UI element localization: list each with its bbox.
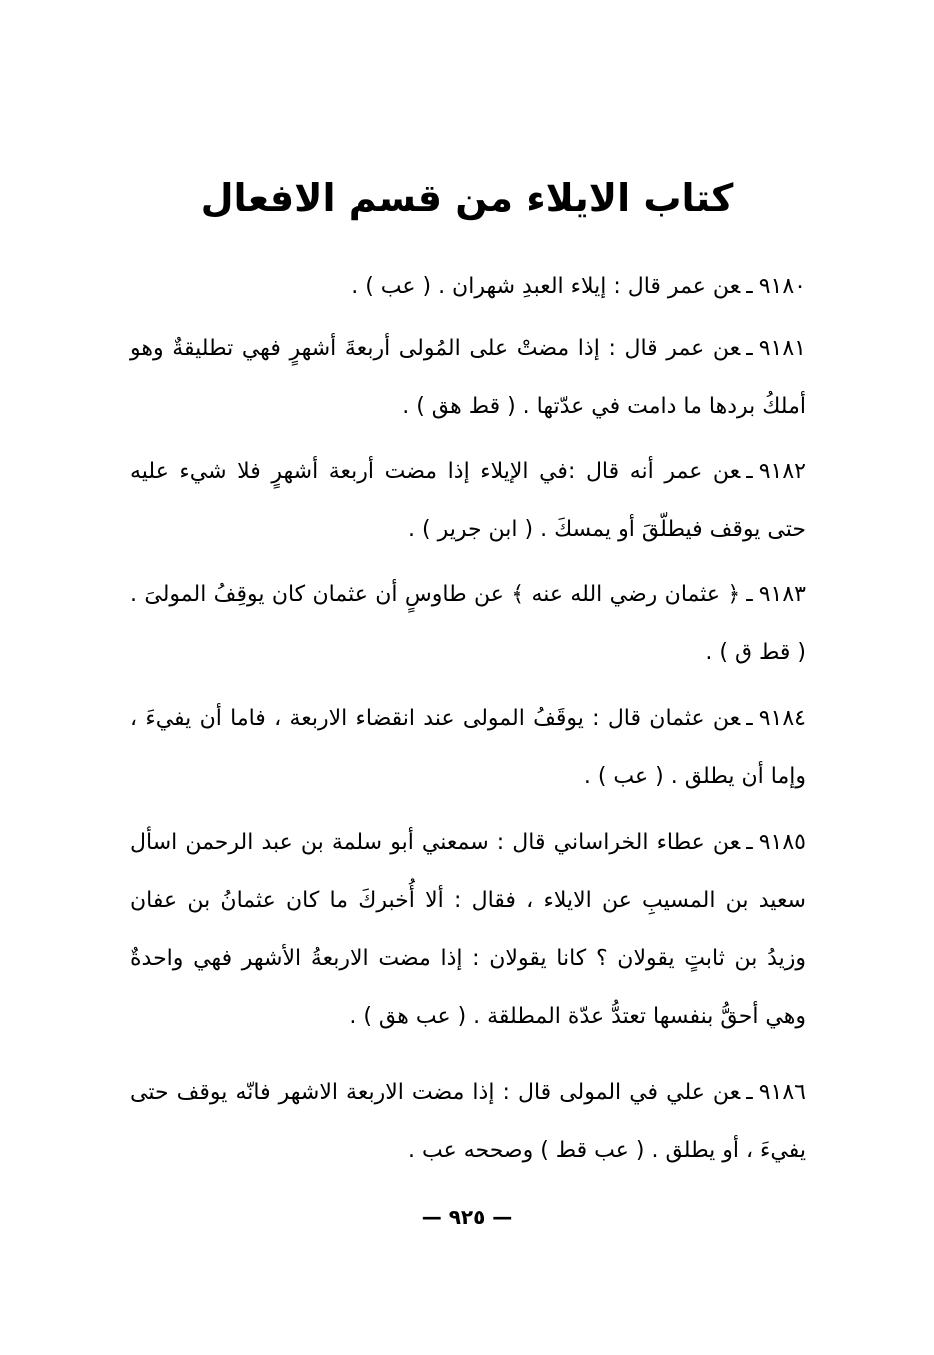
entry-9181 (130, 320, 806, 436)
entry-dash: ـ (746, 830, 753, 855)
entry-9182 (130, 443, 806, 559)
entry-text: عن عمر قال : إيلاء العبدِ شهران . ( عب ) . (351, 274, 741, 299)
entry-dash: ـ (746, 582, 753, 607)
entry-dash: ـ (746, 336, 753, 361)
entry-number: ٩١٨٤ (758, 706, 806, 731)
entry-text: عن عمر أنه قال :في الإيلاء إذا مضت أربعة أشهرٍ فلا شيء عليه حتى يوقف فيطلّقَ أو يمسكَ . ( ابن جرير ) . (130, 459, 806, 542)
entry-number: ٩١٨٦ (758, 1080, 806, 1105)
entry-9180 (130, 258, 806, 316)
entry-9183 (130, 566, 806, 682)
page-number: — ٩٢٥ — (421, 1205, 513, 1229)
chapter-title: كتاب الايلاء من قسم الافعال (200, 176, 734, 220)
entry-dash: ـ (746, 459, 753, 484)
entry-number: ٩١٨٠ (758, 274, 806, 299)
entry-9184 (130, 690, 806, 806)
entry-9185 (130, 814, 806, 1046)
entry-number: ٩١٨١ (758, 336, 806, 361)
entry-dash: ـ (746, 274, 753, 299)
entry-text: عن عثمان قال : يوقَفُ المولى عند انقضاء الاربعة ، فاما أن يفيءَ ، وإما أن يطلق . ( عب ) . (130, 706, 806, 789)
entry-dash: ـ (746, 706, 753, 731)
entry-text: عن علي في المولى قال : إذا مضت الاربعة الاشهر فانّه يوقف حتى يفيءَ ، أو يطلق . ( عب قط ) وصححه عب . (130, 1080, 806, 1163)
entry-number: ٩١٨٢ (758, 459, 806, 484)
entry-text: ﴿ عثمان رضي الله عنه ﴾ عن طاوسٍ أن عثمان كان يوقِفُ المولىَ . ( قط ق ) . (130, 582, 806, 665)
entry-text: عن عطاء الخراساني قال : سمعني أبو سلمة بن عبد الرحمن اسأل سعيد بن المسيبِ عن الايلاء ، فقال : ألا أُخبركَ ما كان عثمانُ بن عفان وزيدُ بن ثابتٍ يقولان ؟ كانا يقولان : إذا مضت الاربعةُ الأشهر فهي واحدةٌ وهي أحقُّ بنفسها تعتدُّ عدّة المطلقة . ( عب هق ) . (130, 830, 806, 1029)
entry-dash: ـ (746, 1080, 753, 1105)
entry-9186 (130, 1064, 806, 1180)
entry-text: عن عمر قال : إذا مضتْ على المُولى أربعةَ أشهرٍ فهي تطليقةٌ وهو أملكُ بردها ما دامت في عدّتها . ( قط هق ) . (130, 336, 806, 419)
entry-number: ٩١٨٥ (758, 830, 806, 855)
entry-number: ٩١٨٣ (758, 582, 806, 607)
